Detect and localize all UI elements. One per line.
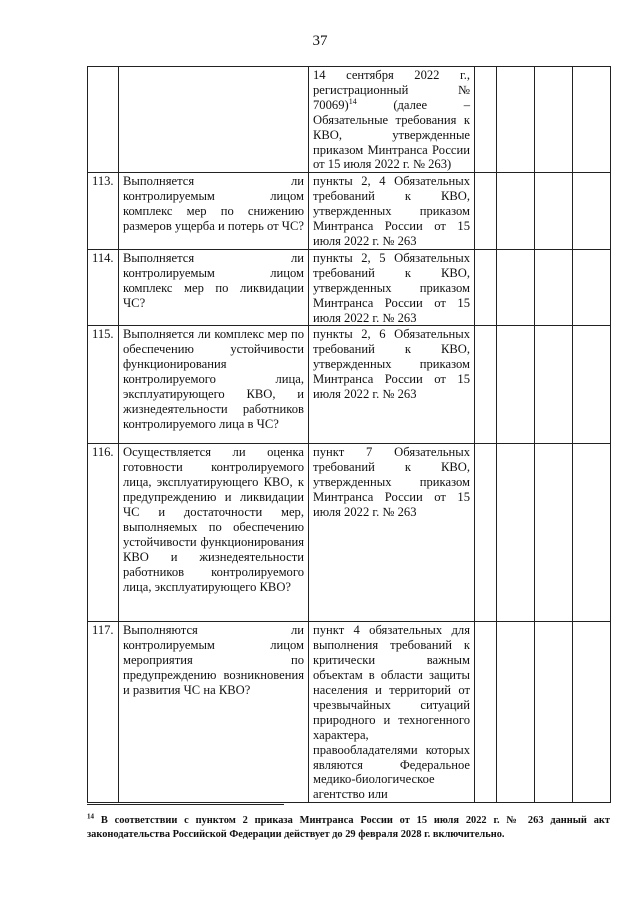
empty-cell	[475, 444, 497, 622]
footnote-text: В соответствии с пунктом 2 приказа Минтранса России от 15 июля 2022 г. № 263 данный акт законодательства Российской Федерации действует до 29 февраля 2028 г. включительно.	[87, 815, 610, 840]
empty-cell	[573, 67, 611, 173]
empty-cell	[573, 249, 611, 326]
empty-cell	[475, 67, 497, 173]
row-number: 116.	[88, 444, 119, 622]
row-number	[88, 67, 119, 173]
empty-cell	[573, 326, 611, 444]
empty-cell	[573, 622, 611, 803]
checklist-table	[87, 66, 611, 803]
footnote-separator	[87, 804, 284, 805]
empty-cell	[475, 173, 497, 250]
reference-cell	[309, 67, 475, 173]
question-cell: Выполняется ли контролируемым лицом комплекс мер по снижению размеров ущерба и потерь от ЧС?	[119, 173, 309, 250]
empty-cell	[535, 326, 573, 444]
empty-cell	[535, 444, 573, 622]
page-number: 37	[312, 33, 328, 49]
empty-cell	[497, 622, 535, 803]
row-number: 113.	[88, 173, 119, 250]
reference-cell: пункты 2, 4 Обязательных требований к КВО, утвержденных приказом Минтранса России от 15 июля 2022 г. № 263	[309, 173, 475, 250]
empty-cell	[475, 622, 497, 803]
empty-cell	[535, 622, 573, 803]
table-row	[88, 326, 611, 444]
empty-cell	[475, 249, 497, 326]
footnote	[87, 814, 610, 842]
table-row	[88, 444, 611, 622]
reference-cell: пункт 4 обязательных для выполнения требований к критически важным объектам в области защиты населения и территорий от чрезвычайных ситуаций природного и техногенного характера, правообладателями которых являются Федеральное медико-биологическое агентство или	[309, 622, 475, 803]
question-cell: Выполняется ли комплекс мер по обеспечению устойчивости функционирования контролируемого лица, эксплуатирующего КВО, и жизнедеятельности работников контролируемого лица в ЧС?	[119, 326, 309, 444]
empty-cell	[497, 326, 535, 444]
reference-cell: пункты 2, 5 Обязательных требований к КВО, утвержденных приказом Минтранса России от 15 июля 2022 г. № 263	[309, 249, 475, 326]
empty-cell	[573, 444, 611, 622]
footnote-mark: 14	[87, 812, 94, 821]
empty-cell	[535, 67, 573, 173]
table-row	[88, 622, 611, 803]
row-number: 115.	[88, 326, 119, 444]
footnote-reference: 14	[348, 96, 357, 106]
reference-text: 14 сентября 2022 г., регистрационный № 70069)	[313, 68, 470, 112]
row-number: 114.	[88, 249, 119, 326]
reference-cell: пункты 2, 6 Обязательных требований к КВО, утвержденных приказом Минтранса России от 15 июля 2022 г. № 263	[309, 326, 475, 444]
empty-cell	[475, 326, 497, 444]
empty-cell	[573, 173, 611, 250]
row-number: 117.	[88, 622, 119, 803]
table-row	[88, 67, 611, 173]
question-cell: Осуществляется ли оценка готовности контролируемого лица, эксплуатирующего КВО, к предупреждению и ликвидации ЧС и достаточности мер, выполняемых по обеспечению устойчивости функционирования КВО и жизнедеятельности работников контролируемого лица, эксплуатирующего КВО?	[119, 444, 309, 622]
table-row	[88, 173, 611, 250]
question-cell: Выполняется ли контролируемым лицом комплекс мер по ликвидации ЧС?	[119, 249, 309, 326]
empty-cell	[535, 249, 573, 326]
empty-cell	[497, 173, 535, 250]
empty-cell	[535, 173, 573, 250]
reference-cell: пункт 7 Обязательных требований к КВО, утвержденных приказом Минтранса России от 15 июля 2022 г. № 263	[309, 444, 475, 622]
empty-cell	[497, 249, 535, 326]
empty-cell	[497, 444, 535, 622]
table-row	[88, 249, 611, 326]
question-cell	[119, 67, 309, 173]
question-cell: Выполняются ли контролируемым лицом мероприятия по предупреждению возникновения и развития ЧС на КВО?	[119, 622, 309, 803]
empty-cell	[497, 67, 535, 173]
reference-text: (далее – Обязательные требования к КВО, утвержденные приказом Минтранса России от 15 июля 2022 г. № 263)	[313, 97, 470, 172]
